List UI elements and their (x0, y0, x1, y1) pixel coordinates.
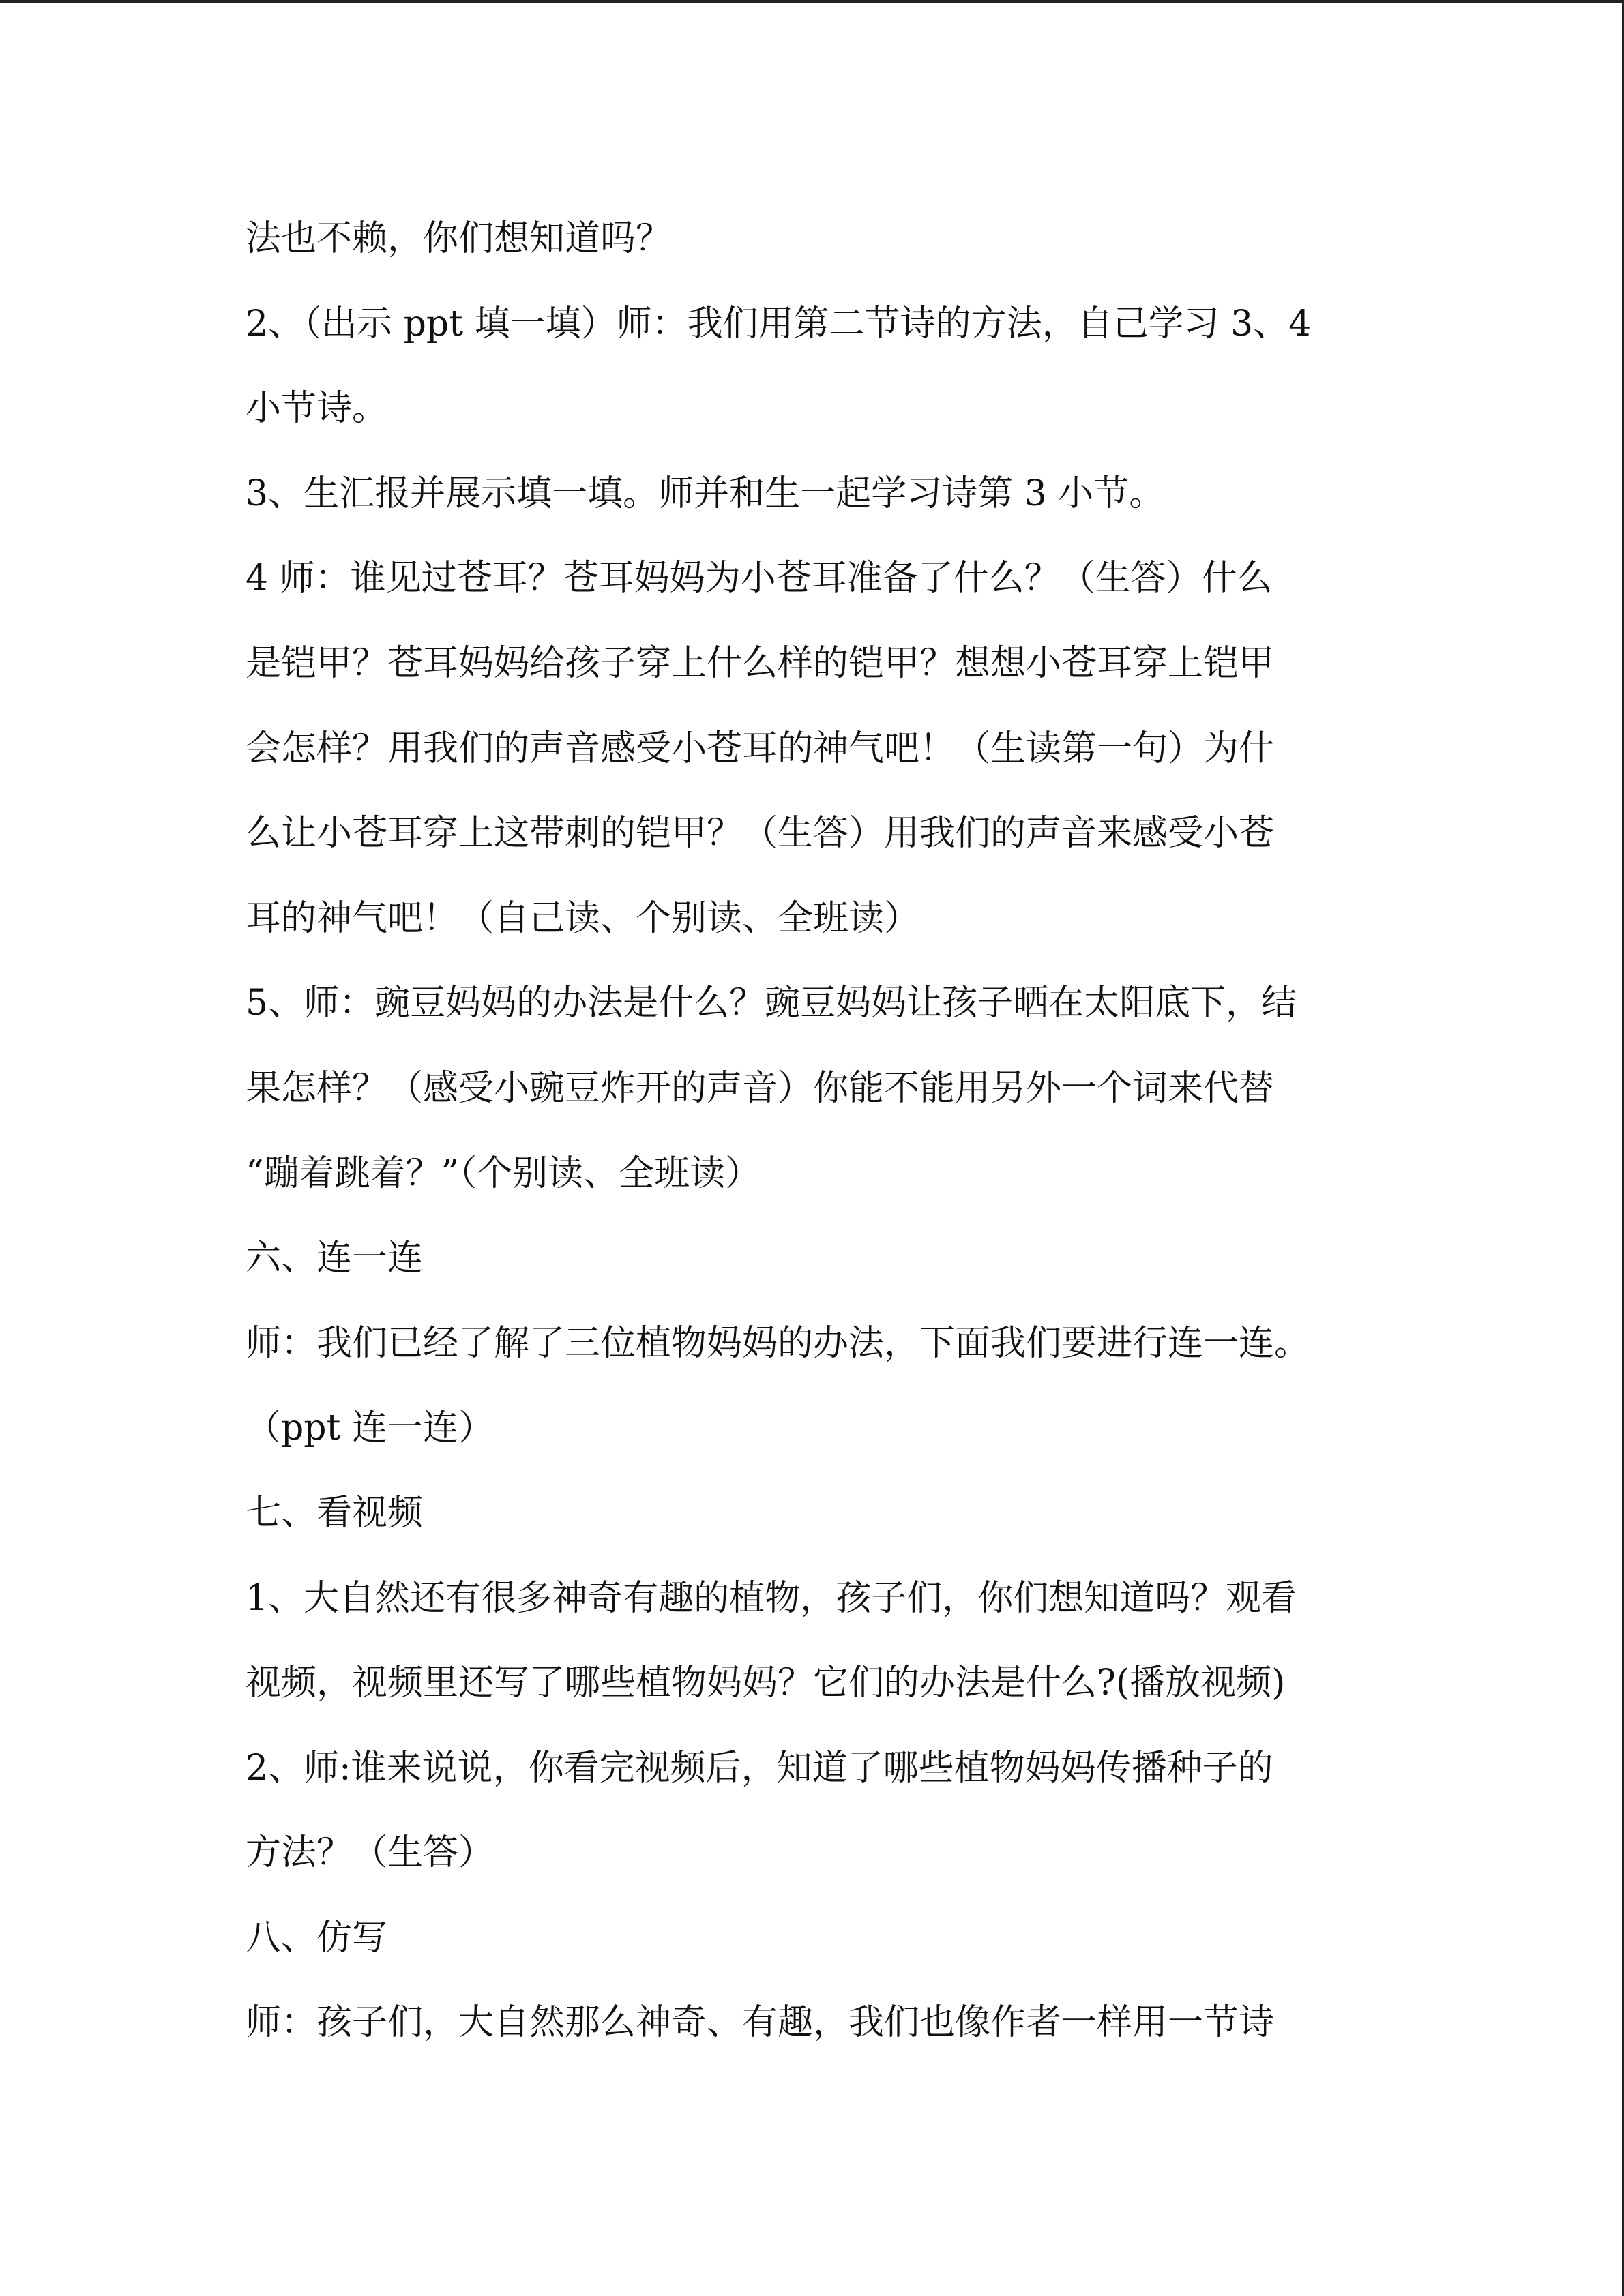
text-line: 果怎样？（感受小豌豆炸开的声音）你能不能用另外一个词来代替 (246, 1067, 1275, 1109)
section-heading: 六、连一连 (246, 1238, 424, 1279)
text-line: 4 师：谁见过苍耳？苍耳妈妈为小苍耳准备了什么？（生答）什么 (246, 558, 1273, 599)
text-line: （ppt 连一连） (246, 1407, 494, 1449)
text-line: 5、师：豌豆妈妈的办法是什么？豌豆妈妈让孩子晒在太阳底下，结 (246, 983, 1297, 1024)
section-heading: 八、仿写 (246, 1917, 388, 1958)
text-line: 耳的神气吧！（自己读、个别读、全班读） (246, 897, 920, 939)
text-line: 方法？（生答） (246, 1832, 494, 1874)
text-line: 2、（出示 ppt 填一填）师：我们用第二节诗的方法，自己学习 3、4 (246, 303, 1312, 344)
text-line: 小节诗。 (246, 388, 388, 430)
text-line: “蹦着跳着？”（个别读、全班读） (246, 1152, 761, 1194)
text-line: 法也不赖，你们想知道吗？ (246, 218, 672, 259)
page-top-border (0, 0, 1624, 3)
text-line: 么让小苍耳穿上这带刺的铠甲？（生答）用我们的声音来感受小苍 (246, 813, 1275, 854)
text-line: 是铠甲？苍耳妈妈给孩子穿上什么样的铠甲？想想小苍耳穿上铠甲 (246, 642, 1275, 684)
text-line: 师：孩子们，大自然那么神奇、有趣，我们也像作者一样用一节诗 (246, 2002, 1275, 2044)
text-line: 1、大自然还有很多神奇有趣的植物，孩子们，你们想知道吗？观看 (246, 1577, 1297, 1619)
text-line: 3、生汇报并展示填一填。师并和生一起学习诗第 3 小节。 (246, 473, 1165, 514)
text-line: 视频，视频里还写了哪些植物妈妈？它们的办法是什么?(播放视频) (246, 1663, 1286, 1704)
document-page (246, 196, 1391, 2066)
text-line: 会怎样？用我们的声音感受小苍耳的神气吧！（生读第一句）为什 (246, 728, 1275, 769)
section-heading: 七、看视频 (246, 1492, 424, 1534)
text-line: 2、师:谁来说说，你看完视频后，知道了哪些植物妈妈传播种子的 (246, 1747, 1273, 1789)
text-line: 师：我们已经了解了三位植物妈妈的办法，下面我们要进行连一连。 (246, 1322, 1310, 1364)
